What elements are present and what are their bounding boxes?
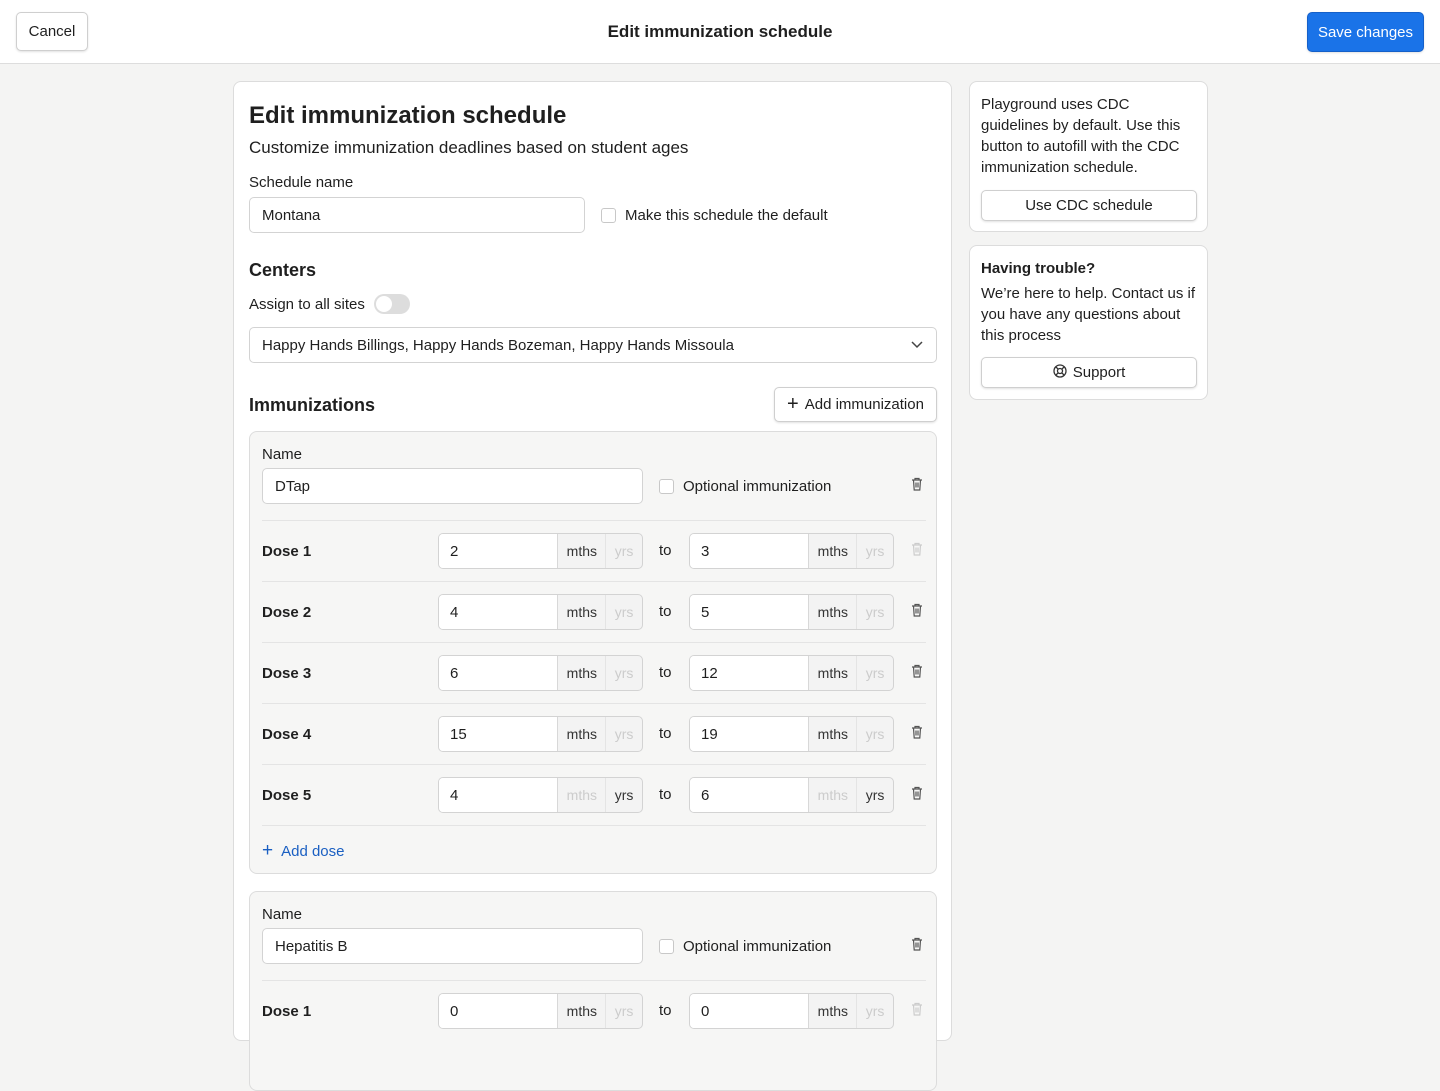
- dose-row: [262, 581, 926, 642]
- dose-label: Dose 2: [262, 604, 312, 621]
- unit-yrs-option[interactable]: yrs: [614, 604, 634, 620]
- dose-row: [262, 703, 926, 764]
- add-dose-button[interactable]: [262, 840, 345, 862]
- dose-from-input[interactable]: 0: [439, 994, 558, 1028]
- page-title: Edit immunization schedule: [249, 102, 567, 129]
- unit-mths-option[interactable]: mths: [809, 656, 857, 690]
- optional-checkbox-label: Optional immunization: [683, 938, 832, 955]
- to-label: to: [659, 542, 672, 559]
- immunization-name-label: Name: [262, 906, 303, 923]
- unit-yrs-option[interactable]: yrs: [865, 726, 885, 742]
- dose-row: [262, 520, 926, 581]
- dose-to-input[interactable]: 6: [690, 778, 809, 812]
- unit-mths-option[interactable]: mths: [809, 717, 857, 751]
- unit-yrs-option[interactable]: yrs: [865, 543, 885, 559]
- dose-row: [262, 764, 926, 825]
- unit-yrs-option[interactable]: yrs: [865, 665, 885, 681]
- assign-all-row: [249, 294, 410, 314]
- dose-from-input[interactable]: 15: [439, 717, 558, 751]
- delete-dose-trash-icon[interactable]: [911, 786, 923, 804]
- dose-to-field: [689, 594, 894, 630]
- header-title: Edit immunization schedule: [607, 22, 833, 41]
- save-changes-button[interactable]: Save changes: [1307, 12, 1424, 52]
- delete-dose-trash-icon[interactable]: [911, 725, 923, 743]
- unit-mths-option[interactable]: mths: [558, 595, 606, 629]
- dose-label: Dose 1: [262, 1003, 312, 1020]
- top-bar: [0, 0, 1440, 64]
- default-checkbox-label: Make this schedule the default: [625, 207, 828, 224]
- unit-yrs-option[interactable]: yrs: [614, 787, 634, 803]
- to-label: to: [659, 603, 672, 620]
- chevron-down-icon: [910, 337, 924, 354]
- dose-from-input[interactable]: 6: [439, 656, 558, 690]
- optional-checkbox[interactable]: [659, 939, 674, 954]
- unit-yrs-option[interactable]: yrs: [865, 1003, 885, 1019]
- dose-from-field: [438, 655, 643, 691]
- dose-to-input[interactable]: 3: [690, 534, 809, 568]
- dose-to-field: [689, 716, 894, 752]
- dose-from-input[interactable]: 2: [439, 534, 558, 568]
- unit-yrs-option[interactable]: yrs: [614, 665, 634, 681]
- unit-mths-option[interactable]: mths: [558, 717, 606, 751]
- unit-mths-option[interactable]: mths: [558, 994, 606, 1028]
- add-dose-row: [262, 825, 926, 873]
- help-title: Having trouble?: [981, 260, 1096, 277]
- page-subtitle: Customize immunization deadlines based on student ages: [249, 138, 689, 157]
- to-label: to: [659, 786, 672, 803]
- delete-dose-trash-icon[interactable]: [911, 664, 923, 682]
- unit-mths-option[interactable]: mths: [558, 778, 606, 812]
- dose-from-field: [438, 533, 643, 569]
- unit-yrs-option[interactable]: yrs: [614, 543, 634, 559]
- to-label: to: [659, 725, 672, 742]
- dose-label: Dose 5: [262, 787, 312, 804]
- dose-row: [262, 642, 926, 703]
- dose-to-input[interactable]: 19: [690, 717, 809, 751]
- optional-checkbox[interactable]: [659, 479, 674, 494]
- schedule-name-input[interactable]: Montana: [249, 197, 585, 233]
- immunization-name-input[interactable]: DTap: [262, 468, 643, 504]
- cancel-button[interactable]: Cancel: [16, 12, 88, 51]
- add-immunization-button[interactable]: [774, 387, 937, 422]
- unit-yrs-option[interactable]: yrs: [614, 1003, 634, 1019]
- dose-label: Dose 1: [262, 543, 312, 560]
- optional-checkbox-row[interactable]: [659, 938, 831, 955]
- delete-dose-trash-icon[interactable]: [911, 542, 923, 560]
- add-dose-label: Add dose: [281, 843, 345, 860]
- help-text: We’re here to help. Contact us if you have any questions about this process: [981, 285, 1195, 344]
- delete-dose-trash-icon[interactable]: [911, 603, 923, 621]
- unit-yrs-option[interactable]: yrs: [865, 604, 885, 620]
- optional-checkbox-label: Optional immunization: [683, 478, 832, 495]
- schedule-form-card: [233, 81, 952, 1041]
- assign-all-label: Assign to all sites: [249, 295, 365, 313]
- default-checkbox-row[interactable]: [601, 207, 828, 224]
- unit-yrs-option[interactable]: yrs: [865, 787, 885, 803]
- to-label: to: [659, 664, 672, 681]
- use-cdc-schedule-button[interactable]: Use CDC schedule: [981, 190, 1197, 221]
- immunization-card: [249, 431, 937, 874]
- assign-all-toggle[interactable]: [374, 294, 410, 314]
- dose-from-field: [438, 777, 643, 813]
- support-button[interactable]: [981, 357, 1197, 388]
- dose-from-input[interactable]: 4: [439, 595, 558, 629]
- dose-row: [262, 980, 926, 1041]
- dose-label: Dose 4: [262, 726, 312, 743]
- immunization-name-label: Name: [262, 446, 303, 463]
- optional-checkbox-row[interactable]: [659, 478, 831, 495]
- unit-yrs-option[interactable]: yrs: [614, 726, 634, 742]
- dose-to-field: [689, 777, 894, 813]
- lifebuoy-icon: [1053, 364, 1067, 382]
- immunizations-heading: Immunizations: [249, 395, 376, 415]
- delete-immunization-trash-icon[interactable]: [911, 477, 923, 495]
- unit-mths-option[interactable]: mths: [558, 534, 606, 568]
- immunization-name-input[interactable]: Hepatitis B: [262, 928, 643, 964]
- unit-mths-option[interactable]: mths: [809, 534, 857, 568]
- help-card: [969, 245, 1208, 400]
- dose-from-field: [438, 594, 643, 630]
- dose-to-field: [689, 655, 894, 691]
- cdc-card: [969, 81, 1208, 232]
- dose-from-field: [438, 716, 643, 752]
- dose-to-input[interactable]: 0: [690, 994, 809, 1028]
- centers-select[interactable]: [249, 327, 937, 363]
- unit-mths-option[interactable]: mths: [558, 656, 606, 690]
- add-immunization-label: Add immunization: [804, 396, 924, 413]
- to-label: to: [659, 1002, 672, 1019]
- centers-select-value: Happy Hands Billings, Happy Hands Bozeman, Happy Hands Missoula: [262, 336, 734, 354]
- immunization-card: [249, 891, 937, 1091]
- delete-immunization-trash-icon[interactable]: [911, 937, 923, 955]
- dose-label: Dose 3: [262, 665, 312, 682]
- plus-icon: +: [262, 840, 274, 861]
- dose-to-field: [689, 533, 894, 569]
- unit-mths-option[interactable]: mths: [809, 994, 857, 1028]
- schedule-name-label: Schedule name: [249, 174, 354, 191]
- unit-mths-option[interactable]: mths: [809, 595, 857, 629]
- unit-mths-option[interactable]: mths: [809, 778, 857, 812]
- centers-heading: Centers: [249, 260, 317, 280]
- support-label: Support: [1072, 364, 1126, 381]
- default-checkbox[interactable]: [601, 208, 616, 223]
- dose-to-input[interactable]: 5: [690, 595, 809, 629]
- delete-dose-trash-icon[interactable]: [911, 1002, 923, 1020]
- dose-from-input[interactable]: 4: [439, 778, 558, 812]
- cdc-text: Playground uses CDC guidelines by default. Use this button to autofill with the CDC immunization schedule.: [981, 96, 1181, 176]
- plus-icon: +: [787, 393, 799, 415]
- dose-to-input[interactable]: 12: [690, 656, 809, 690]
